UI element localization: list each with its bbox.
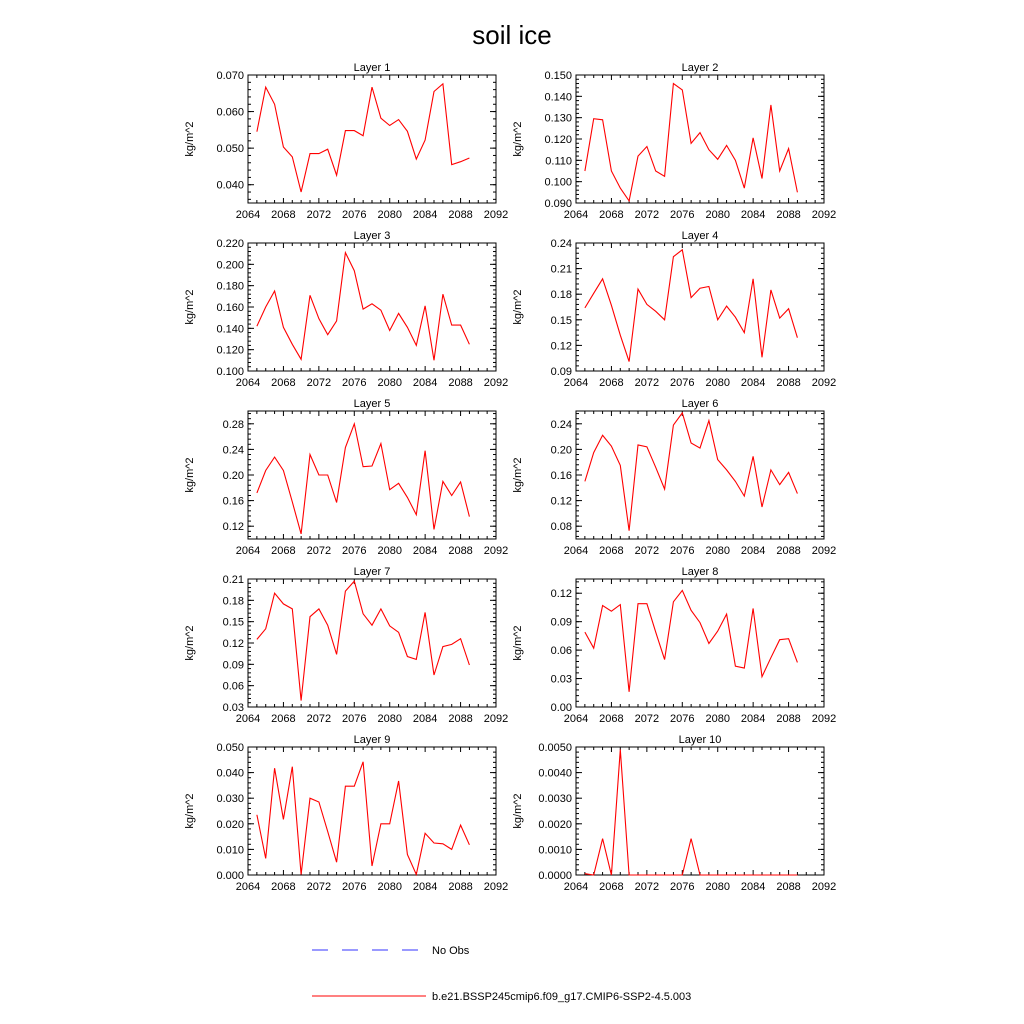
y-tick-label: 0.21 (222, 574, 244, 586)
x-tick-label: 2088 (776, 377, 801, 389)
y-tick-label: 0.180 (216, 280, 244, 293)
x-tick-label: 2064 (235, 881, 261, 893)
x-tick-label: 2076 (342, 545, 367, 557)
x-tick-label: 2064 (563, 377, 589, 389)
x-tick-label: 2092 (811, 545, 837, 557)
legend-model-label: b.e21.BSSP245cmip6.f09_g17.CMIP6-SSP2-4.5.003 (432, 991, 692, 1003)
x-tick-label: 2080 (705, 713, 730, 725)
y-tick-label: 0.0000 (538, 870, 572, 882)
y-tick-label: 0.12 (550, 495, 572, 508)
x-tick-label: 2088 (448, 713, 473, 725)
panel-title: Layer 8 (681, 566, 719, 578)
y-tick-label: 0.120 (544, 134, 572, 146)
x-tick-label: 2084 (740, 713, 766, 725)
y-axis-label: kg/m^2 (184, 121, 196, 157)
x-tick-label: 2068 (599, 209, 624, 221)
y-tick-label: 0.050 (216, 742, 244, 754)
y-tick-label: 0.140 (216, 323, 244, 336)
x-tick-label: 2064 (563, 209, 589, 221)
x-tick-label: 2088 (776, 209, 801, 221)
y-axis-label: kg/m^2 (184, 457, 196, 493)
y-tick-label: 0.24 (550, 238, 572, 250)
x-tick-label: 2072 (634, 377, 660, 389)
x-tick-label: 2064 (235, 377, 261, 389)
y-tick-label: 0.08 (550, 521, 572, 534)
x-tick-label: 2076 (342, 209, 367, 221)
x-tick-label: 2072 (634, 713, 660, 725)
x-tick-label: 2064 (563, 545, 589, 557)
y-tick-label: 0.21 (550, 263, 572, 276)
panel-title: Layer 10 (678, 734, 722, 746)
panel-title: Layer 6 (681, 398, 719, 410)
x-tick-label: 2092 (483, 209, 509, 221)
x-tick-label: 2068 (599, 377, 624, 389)
y-tick-label: 0.100 (216, 366, 244, 378)
x-tick-label: 2084 (412, 377, 438, 389)
y-axis-label: kg/m^2 (512, 121, 524, 157)
y-tick-label: 0.090 (544, 198, 572, 210)
x-tick-label: 2068 (599, 545, 624, 557)
x-tick-label: 2084 (412, 545, 438, 557)
y-tick-label: 0.060 (216, 106, 244, 119)
y-tick-label: 0.12 (222, 638, 244, 650)
panel-title: Layer 4 (681, 230, 719, 242)
x-tick-label: 2076 (670, 209, 695, 221)
y-tick-label: 0.15 (550, 314, 572, 327)
y-tick-label: 0.12 (550, 340, 572, 353)
x-tick-label: 2088 (448, 377, 473, 389)
y-tick-label: 0.09 (222, 659, 244, 672)
x-tick-label: 2072 (634, 881, 660, 893)
x-tick-label: 2092 (483, 545, 509, 557)
x-tick-label: 2092 (483, 377, 509, 389)
y-tick-label: 0.00 (550, 702, 572, 714)
y-tick-label: 0.150 (544, 70, 572, 82)
x-tick-label: 2088 (448, 545, 473, 557)
x-tick-label: 2064 (563, 881, 589, 893)
y-tick-label: 0.070 (216, 70, 244, 82)
x-tick-label: 2076 (670, 881, 695, 893)
x-tick-label: 2080 (377, 713, 402, 725)
x-tick-label: 2076 (670, 713, 695, 725)
x-tick-label: 2084 (412, 881, 438, 893)
x-tick-label: 2080 (377, 545, 402, 557)
y-tick-label: 0.0020 (538, 818, 572, 831)
x-tick-label: 2064 (235, 545, 261, 557)
x-tick-label: 2080 (377, 881, 402, 893)
x-tick-label: 2072 (634, 545, 660, 557)
panel-title: Layer 3 (353, 230, 391, 242)
y-tick-label: 0.050 (216, 143, 244, 156)
x-tick-label: 2072 (634, 209, 660, 221)
y-tick-label: 0.0050 (538, 742, 572, 754)
x-tick-label: 2088 (448, 209, 473, 221)
x-tick-label: 2072 (306, 209, 332, 221)
x-tick-label: 2092 (811, 881, 837, 893)
y-tick-label: 0.200 (216, 259, 244, 272)
y-tick-label: 0.010 (216, 844, 244, 857)
y-tick-label: 0.06 (222, 680, 244, 693)
y-tick-label: 0.06 (550, 645, 572, 658)
y-tick-label: 0.100 (544, 176, 572, 189)
x-tick-label: 2080 (705, 545, 730, 557)
y-tick-label: 0.16 (550, 470, 572, 482)
y-tick-label: 0.0010 (538, 844, 572, 857)
y-tick-label: 0.09 (550, 366, 572, 378)
panel-title: Layer 7 (353, 566, 391, 578)
y-tick-label: 0.18 (222, 595, 244, 608)
x-tick-label: 2088 (776, 713, 801, 725)
x-tick-label: 2084 (412, 209, 438, 221)
y-tick-label: 0.110 (545, 155, 572, 168)
x-tick-label: 2068 (599, 713, 624, 725)
y-tick-label: 0.18 (550, 289, 572, 302)
panel-title: Layer 5 (353, 398, 391, 410)
x-tick-label: 2092 (811, 713, 837, 725)
x-tick-label: 2092 (811, 209, 837, 221)
y-axis-label: kg/m^2 (512, 457, 524, 493)
y-axis-label: kg/m^2 (512, 289, 524, 325)
y-tick-label: 0.160 (216, 302, 244, 314)
y-axis-label: kg/m^2 (512, 793, 524, 829)
panel-title: Layer 1 (353, 62, 391, 74)
x-tick-label: 2084 (740, 209, 766, 221)
x-tick-label: 2092 (483, 713, 509, 725)
x-tick-label: 2072 (306, 545, 332, 557)
x-tick-label: 2076 (342, 377, 367, 389)
x-tick-label: 2092 (811, 377, 837, 389)
x-tick-label: 2084 (740, 545, 766, 557)
y-tick-label: 0.03 (222, 702, 244, 714)
x-tick-label: 2064 (235, 713, 261, 725)
y-tick-label: 0.24 (550, 418, 572, 431)
panel-title: Layer 9 (353, 734, 391, 746)
x-tick-label: 2072 (306, 377, 332, 389)
y-tick-label: 0.0030 (538, 793, 572, 806)
y-tick-label: 0.03 (550, 673, 572, 686)
y-tick-label: 0.16 (222, 495, 244, 508)
x-tick-label: 2088 (448, 881, 473, 893)
x-tick-label: 2084 (412, 713, 438, 725)
y-tick-label: 0.24 (222, 444, 244, 457)
x-tick-label: 2068 (599, 881, 624, 893)
x-tick-label: 2088 (776, 881, 801, 893)
x-tick-label: 2076 (670, 377, 695, 389)
y-tick-label: 0.20 (222, 470, 244, 482)
x-tick-label: 2088 (776, 545, 801, 557)
y-tick-label: 0.20 (550, 444, 572, 457)
x-tick-label: 2064 (235, 209, 261, 221)
y-tick-label: 0.0040 (538, 767, 572, 780)
y-tick-label: 0.220 (216, 238, 244, 250)
y-tick-label: 0.15 (222, 616, 244, 629)
y-tick-label: 0.140 (544, 91, 572, 104)
x-tick-label: 2072 (306, 713, 332, 725)
x-tick-label: 2080 (705, 377, 730, 389)
x-tick-label: 2076 (670, 545, 695, 557)
y-tick-label: 0.130 (544, 112, 572, 125)
y-tick-label: 0.040 (216, 179, 244, 192)
x-tick-label: 2068 (271, 713, 296, 725)
panel-title: Layer 2 (681, 62, 719, 74)
y-tick-label: 0.12 (222, 521, 244, 534)
x-tick-label: 2068 (271, 377, 296, 389)
x-tick-label: 2080 (705, 209, 730, 221)
x-tick-label: 2068 (271, 545, 296, 557)
y-tick-label: 0.120 (216, 344, 244, 357)
y-axis-label: kg/m^2 (512, 625, 524, 661)
y-tick-label: 0.09 (550, 616, 572, 629)
x-tick-label: 2064 (563, 713, 589, 725)
y-axis-label: kg/m^2 (184, 625, 196, 661)
x-tick-label: 2080 (377, 209, 402, 221)
x-tick-label: 2084 (740, 377, 766, 389)
y-tick-label: 0.12 (550, 588, 572, 601)
legend-obs-label: No Obs (432, 945, 470, 957)
figure-title: soil ice (472, 20, 552, 50)
y-tick-label: 0.040 (216, 767, 244, 780)
x-tick-label: 2068 (271, 881, 296, 893)
y-axis-label: kg/m^2 (184, 793, 196, 829)
x-tick-label: 2080 (377, 377, 402, 389)
x-tick-label: 2068 (271, 209, 296, 221)
x-tick-label: 2076 (342, 713, 367, 725)
y-tick-label: 0.020 (216, 818, 244, 831)
y-tick-label: 0.000 (216, 870, 244, 882)
x-tick-label: 2076 (342, 881, 367, 893)
x-tick-label: 2092 (483, 881, 509, 893)
y-tick-label: 0.030 (216, 793, 244, 806)
y-tick-label: 0.28 (222, 418, 244, 431)
x-tick-label: 2084 (740, 881, 766, 893)
y-axis-label: kg/m^2 (184, 289, 196, 325)
x-tick-label: 2080 (705, 881, 730, 893)
x-tick-label: 2072 (306, 881, 332, 893)
